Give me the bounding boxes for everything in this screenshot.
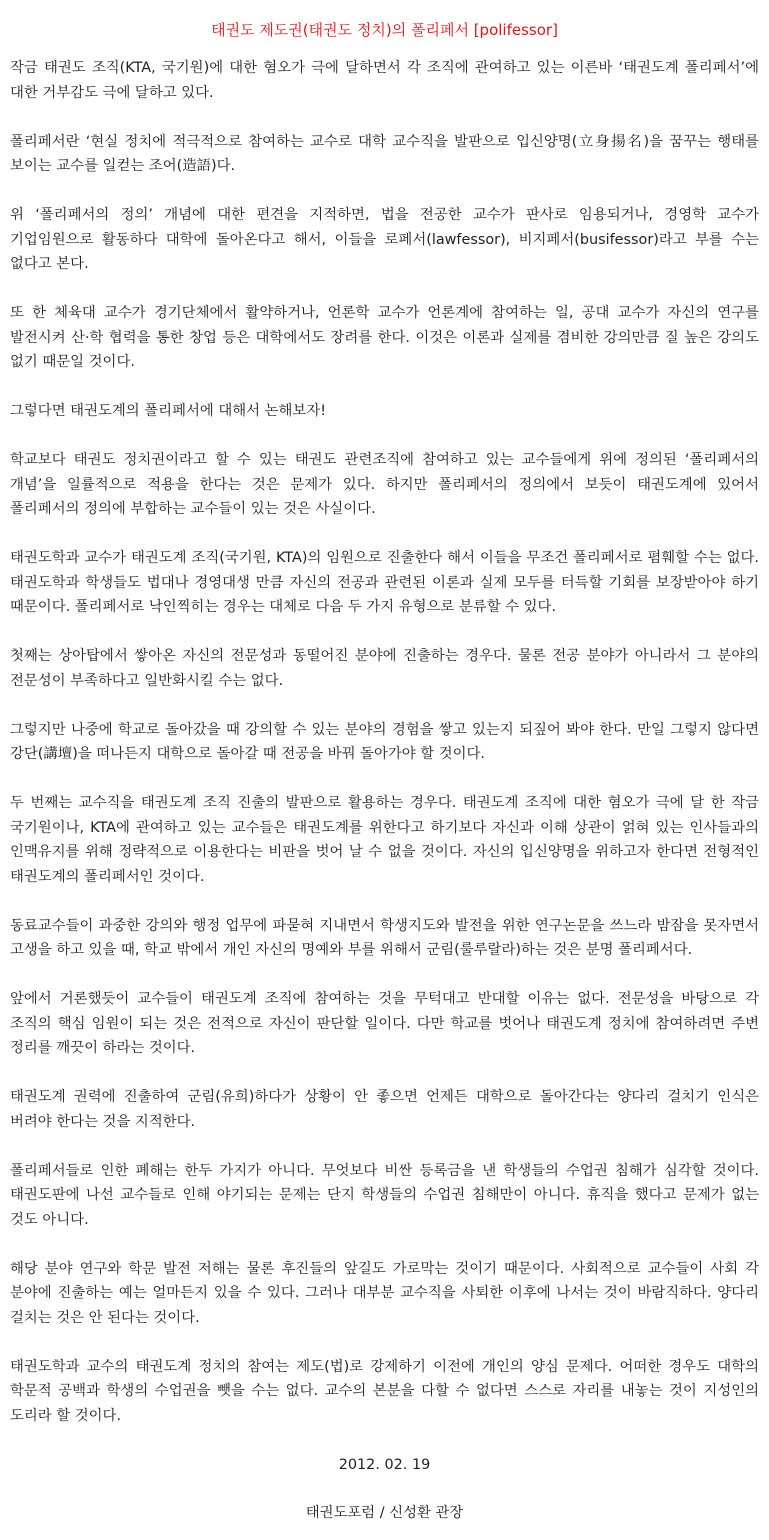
paragraph: 학교보다 태권도 정치권이라고 할 수 있는 태권도 관련조직에 참여하고 있는 교수들에게 위에 정의된 ‘폴리페서의 개념’을 일률적으로 적용을 한다는 것은 문제가 있다. 하지만 폴리페서의 정의에서 보듯이 태권도계에 있어서 폴리페서의 정의에 부합하는 교수들이 있는 것은 사실이다. — [10, 452, 759, 517]
paragraph: 또 한 체육대 교수가 경기단체에서 활약하거나, 언론학 교수가 언론계에 참여하는 일, 공대 교수가 자신의 연구를 발전시켜 산·학 협력을 통한 창업 등은 대학에서도 장려를 한다. 이것은 이론과 실제를 겸비한 강의만큼 질 높은 강의도 없기 때문일 것이다. — [10, 305, 759, 370]
paragraph: 작금 태권도 조직(KTA, 국기원)에 대한 혐오가 극에 달하면서 각 조직에 관여하고 있는 이른바 ‘태권도계 폴리페서’에 대한 거부감도 극에 달하고 있다. — [10, 60, 759, 101]
paragraph: 그렇다면 태권도계의 폴리페서에 대해서 논해보자! — [10, 403, 326, 419]
paragraph: 첫째는 상아탑에서 쌓아온 자신의 전문성과 동떨어진 분야에 진출하는 경우다. 물론 전공 분야가 아니라서 그 분야의 전문성이 부족하다고 일반화시킬 수는 없다. — [10, 648, 759, 689]
paragraph: 태권도학과 교수의 태권도계 정치의 참여는 제도(법)로 강제하기 이전에 개인의 양심 문제다. 어떠한 경우도 대학의 학문적 공백과 학생의 수업권을 뺏을 수는 없다. 교수의 본분을 다할 수 없다면 스스로 자리를 내놓는 것이 지성인의 도리라 할 것이다. — [10, 1358, 759, 1424]
article-body — [10, 56, 759, 1428]
paragraph: 태권도계 권력에 진출하여 군림(유희)하다가 상황이 안 좋으면 언제든 대학으로 돌아간다는 양다리 걸치기 인식은 버려야 한다는 것을 지적한다. — [10, 1089, 759, 1130]
paragraph: 해당 분야 연구와 학문 발전 저해는 물론 후진들의 앞길도 가로막는 것이기 때문이다. 사회적으로 교수들이 사회 각 분야에 진출하는 예는 얼마든지 있을 수 있다. 그러나 대부분 교수직을 사퇴한 이후에 나서는 것이 바람직하다. 양다리 걸치는 것은 안 된다는 것이다. — [10, 1260, 759, 1326]
paragraph: 폴리페서들로 인한 폐해는 한두 가지가 아니다. 무엇보다 비싼 등록금을 낸 학생들의 수업권 침해가 심각할 것이다. 태권도판에 나선 교수들로 인해 야기되는 문제는 단지 학생들의 수업권 침해만이 아니다. 휴직을 했다고 문제가 없는 것도 아니다. — [10, 1162, 759, 1228]
article-title: 태권도 제도권(태권도 정치)의 폴리페서 [polifessor] — [211, 21, 558, 39]
paragraph: 폴리페서란 ‘현실 정치에 적극적으로 참여하는 교수로 대학 교수직을 발판으로 입신양명(立身揚名)을 꿈꾸는 행태를 보이는 교수를 일컫는 조어(造語)다. — [10, 133, 759, 174]
paragraph: 동료교수들이 과중한 강의와 행정 업무에 파묻혀 지내면서 학생지도와 발전을 위한 연구논문을 쓰느라 밤잠을 못자면서 고생을 하고 있을 때, 학교 밖에서 개인 자신의 명예와 부를 위해서 군림(룰루랄라)하는 것은 분명 폴리페서다. — [10, 917, 759, 958]
paragraph: 태권도학과 교수가 태권도계 조직(국기원, KTA)의 임원으로 진출한다 해서 이들을 무조건 폴리페서로 폄훼할 수는 없다. 태권도학과 학생들도 법대나 경영대생 만큼 자신의 전공과 관련된 이론과 실제 모두를 터득할 기회를 보장받아야 하기 때문이다. 폴리페서로 낙인찍히는 경우는 대체로 다음 두 가지 유형으로 분류할 수 있다. — [10, 550, 759, 615]
article-author: 태권도포럼 / 신성환 관장 — [305, 1505, 464, 1521]
article-date: 2012. 02. 19 — [338, 1456, 431, 1473]
paragraph: 그렇지만 나중에 학교로 돌아갔을 때 강의할 수 있는 분야의 경험을 쌓고 있는지 되짚어 봐야 한다. 만일 그렇지 않다면 강단(講壇)을 떠나든지 대학으로 돌아갈 때 전공을 바꿔 돌아가야 할 것이다. — [10, 721, 759, 762]
paragraph: 앞에서 거론했듯이 교수들이 태권도계 조직에 참여하는 것을 무턱대고 반대할 이유는 없다. 전문성을 바탕으로 각 조직의 핵심 임원이 되는 것은 전적으로 자신이 판단할 일이다. 다만 학교를 벗어나 태권도계 정치에 참여하려면 주변 정리를 깨끗이 하라는 것이다. — [10, 991, 759, 1056]
paragraph: 위 ‘폴리페서의 정의’ 개념에 대한 편견을 지적하면, 법을 전공한 교수가 판사로 임용되거나, 경영학 교수가 기업임원으로 활동하다 대학에 돌아온다고 해서, 이들을 로페서(lawfessor), 비지페서(busifessor)라고 부를 수는 없다고 본다. — [10, 207, 759, 272]
paragraph: 두 번째는 교수직을 태권도계 조직 진출의 발판으로 활용하는 경우다. 태권도계 조직에 대한 혐오가 극에 달 한 작금 국기원이나, KTA에 관여하고 있는 교수들은 태권도계를 위한다고 하기보다 자신과 이해 상관이 얽혀 있는 인사들과의 인맥유지를 위해 정략적으로 이용한다는 비판을 벗어 날 수 없을 것이다. 자신의 입신양명을 위하고자 한다면 전형적인 태권도계의 폴리페서인 것이다. — [10, 795, 759, 885]
